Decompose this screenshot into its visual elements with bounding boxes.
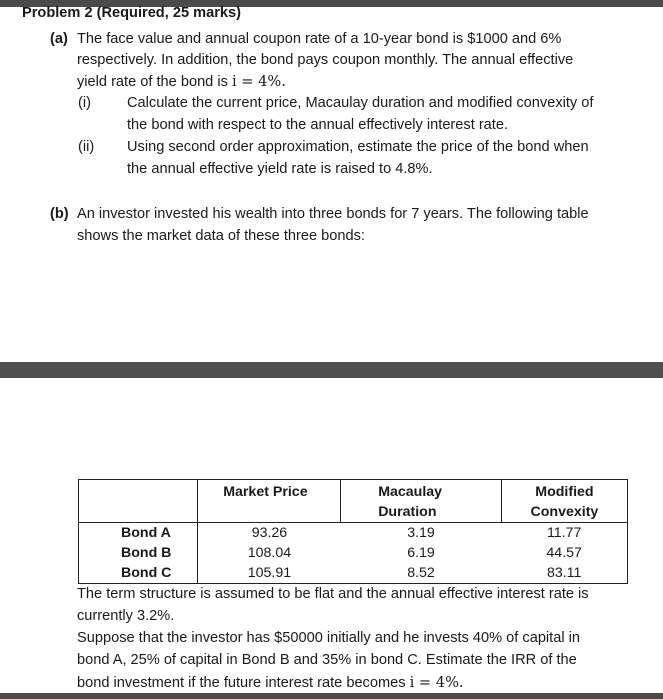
macaulay-duration-header [341, 480, 502, 523]
table-row [79, 543, 628, 563]
investment-line-3-text: bond investment if the future interest rate becomes [77, 675, 406, 691]
convexity-cell: 44.57 [501, 543, 627, 563]
market-price-cell: 93.26 [251, 525, 288, 541]
modified-convexity-header-line-2: Convexity [530, 504, 599, 520]
part-a-line-3-text: yield rate of the bond is [77, 74, 228, 90]
bond-name-cell: Bond C [79, 563, 198, 584]
duration-cell: 6.19 [407, 545, 435, 561]
table-row [79, 523, 628, 544]
part-b-label: (b) [50, 206, 69, 222]
problem-header: Problem 2 (Required, 25 marks) [22, 5, 241, 21]
part-b-line-2: shows the market data of these three bonds: [77, 228, 365, 244]
investment-line-1: Suppose that the investor has $50000 initially and he invests 40% of capital in [77, 630, 580, 646]
market-price-cell: 105.91 [198, 563, 341, 584]
bond-market-data-table [78, 479, 628, 584]
market-price-header: Market Price [198, 480, 341, 523]
table-row [79, 563, 628, 584]
duration-cell: 3.19 [407, 525, 435, 541]
sub-i-line-1: Calculate the current price, Macaulay duration and modified convexity of [127, 95, 594, 111]
duration-cell: 8.52 [341, 563, 502, 584]
bond-name-cell: Bond B [79, 543, 198, 563]
future-rate-formula: i = 4%. [409, 674, 464, 691]
bond-name-cell: Bond A [79, 523, 198, 544]
table-header-row [79, 480, 628, 523]
part-a-line-2: respectively. In addition, the bond pays coupon monthly. The annual effective [77, 52, 574, 68]
part-a-yield-formula: i = 4%. [231, 73, 286, 90]
sub-i-label: (i) [78, 95, 91, 111]
macaulay-duration-header-line-1: Macaulay [378, 484, 443, 500]
sub-ii-line-2: the annual effective yield rate is raised to 4.8%. [127, 161, 433, 177]
convexity-cell: 11.77 [501, 523, 627, 544]
modified-convexity-header [501, 480, 627, 523]
investment-line-2: bond A, 25% of capital in Bond B and 35% in bond C. Estimate the IRR of the [77, 652, 577, 668]
market-price-cell: 108.04 [247, 545, 292, 561]
sub-ii-label: (ii) [78, 139, 95, 155]
bottom-page-separator [0, 693, 663, 699]
term-structure-line-2: currently 3.2%. [77, 608, 175, 624]
investment-line-3 [77, 672, 464, 694]
macaulay-duration-header-line-2: Duration [378, 504, 437, 520]
table-header-empty-cell [79, 480, 198, 523]
sub-i-line-2: the bond with respect to the annual effectively interest rate. [127, 117, 509, 133]
part-b-line-1: An investor invested his wealth into three bonds for 7 years. The following table [77, 206, 589, 222]
part-a-line-3 [77, 71, 286, 93]
term-structure-line-1: The term structure is assumed to be flat and the annual effective interest rate is [77, 586, 589, 602]
modified-convexity-header-line-1: Modified [535, 484, 594, 500]
page-break-separator [0, 362, 663, 378]
part-a-line-1: The face value and annual coupon rate of a 10-year bond is $1000 and 6% [77, 31, 562, 47]
convexity-cell: 83.11 [501, 563, 627, 584]
part-a-label: (a) [50, 31, 68, 47]
sub-ii-line-1: Using second order approximation, estimate the price of the bond when [127, 139, 589, 155]
